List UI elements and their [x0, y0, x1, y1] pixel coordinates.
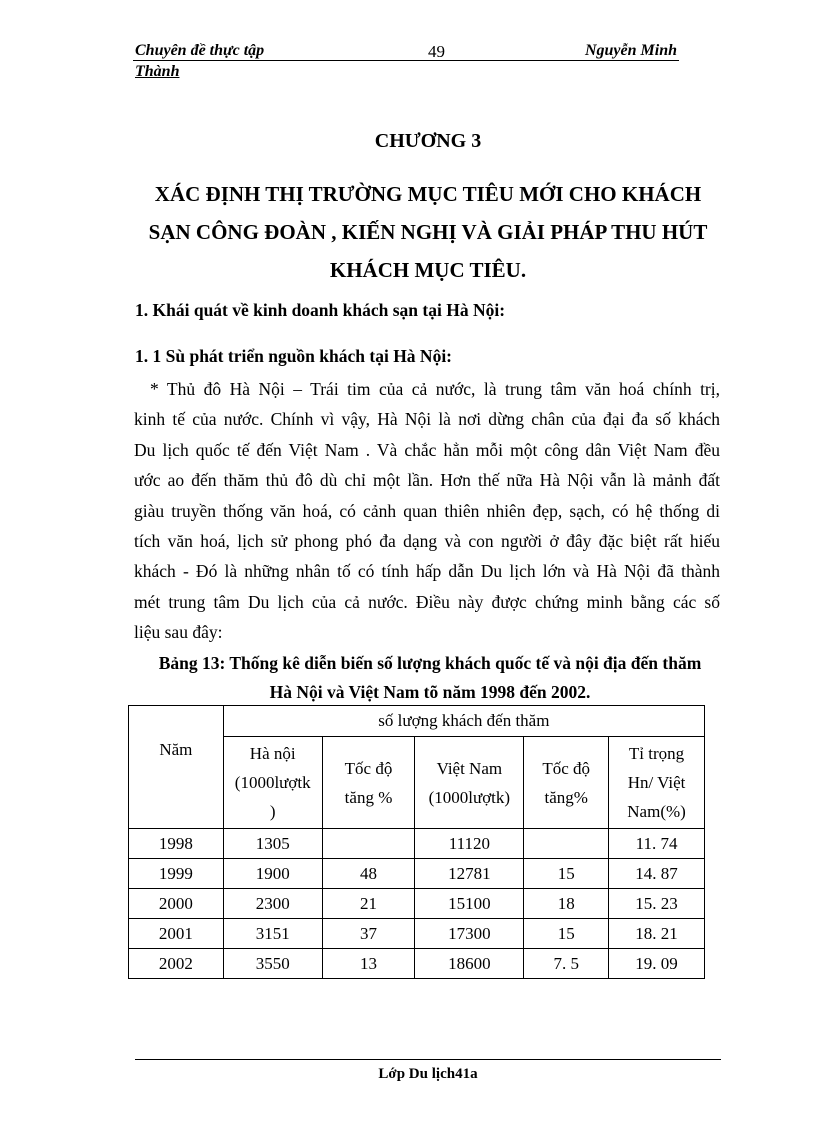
footer-divider — [135, 1059, 721, 1060]
cell-growth-vn — [524, 829, 609, 859]
header-author-continuation: Thành — [135, 63, 180, 80]
cell-year: 2001 — [129, 919, 224, 949]
page-header — [133, 40, 679, 61]
cell-growth-vn: 7. 5 — [524, 949, 609, 979]
cell-growth-hn: 13 — [322, 949, 415, 979]
cell-vietnam: 12781 — [415, 859, 524, 889]
header-author: Nguyễn Minh — [584, 42, 677, 59]
table-row — [129, 859, 705, 889]
chapter-title-line: KHÁCH MỤC TIÊU. — [329, 258, 527, 282]
section-heading: 1. Khái quát về kinh doanh khách sạn tại Hà Nội: — [135, 300, 506, 320]
paragraph-line: * Thủ đô Hà Nội – Trái tim của cả nước, là trung tâm văn hoá chính trị, — [150, 379, 720, 399]
cell-year: 2002 — [129, 949, 224, 979]
header-text: Tốc độ — [344, 758, 393, 778]
cell-ratio: 11. 74 — [609, 829, 705, 859]
ratio-header — [609, 737, 705, 829]
cell-growth-vn: 18 — [524, 889, 609, 919]
page-footer: Lớp Du lịch41a — [378, 1066, 478, 1082]
cell-ratio: 15. 23 — [609, 889, 705, 919]
chapter-heading: CHƯƠNG 3 — [374, 130, 482, 152]
cell-year: 1999 — [129, 859, 224, 889]
page-number: 49 — [428, 42, 445, 61]
cell-hanoi: 1900 — [223, 859, 322, 889]
caption-line: Hà Nội và Việt Nam tõ năm 1998 đến 2002. — [269, 682, 591, 702]
cell-growth-vn: 15 — [524, 859, 609, 889]
table-row — [129, 829, 705, 859]
table-caption — [100, 649, 760, 707]
cell-hanoi: 3550 — [223, 949, 322, 979]
cell-year: 2000 — [129, 889, 224, 919]
cell-ratio: 14. 87 — [609, 859, 705, 889]
cell-vietnam: 17300 — [415, 919, 524, 949]
cell-growth-hn: 48 — [322, 859, 415, 889]
header-text: ) — [269, 802, 276, 821]
cell-vietnam: 18600 — [415, 949, 524, 979]
cell-growth-hn: 21 — [322, 889, 415, 919]
header-text: Việt Nam — [436, 758, 503, 778]
vietnam-header — [415, 737, 524, 829]
hanoi-header — [223, 737, 322, 829]
table-row — [129, 889, 705, 919]
paragraph-line: tích văn hoá, lịch sử phong phó đa dạng và con người ở đây đặc biệt rất hiếu — [134, 531, 720, 552]
header-text: Tốc độ — [542, 758, 591, 778]
header-text: tăng% — [544, 787, 588, 807]
header-text: Hà nội — [249, 744, 296, 763]
chapter-title-line: SẠN CÔNG ĐOÀN , KIẾN NGHỊ VÀ GIẢI PHÁP THU HÚT — [148, 220, 708, 244]
paragraph-line: mét trung tâm Du lịch của cả nước. Điều này được chứng minh bằng các số — [134, 591, 720, 612]
header-text: Nam(%) — [627, 802, 686, 821]
cell-ratio: 18. 21 — [609, 919, 705, 949]
paragraph-line: Du lịch quốc tế đến Việt Nam . Và chắc hẳn mỗi một công dân Việt Nam đều — [134, 439, 720, 460]
cell-ratio: 19. 09 — [609, 949, 705, 979]
table-row — [129, 949, 705, 979]
header-text: tăng % — [344, 787, 393, 807]
growth-hn-header — [322, 737, 415, 829]
caption-line: Bảng 13: Thống kê diễn biến số lượng khách quốc tế và nội địa đến thăm — [158, 653, 702, 673]
header-text: (1000lượtk) — [428, 787, 511, 807]
table-row — [129, 919, 705, 949]
cell-hanoi: 2300 — [223, 889, 322, 919]
subsection-heading: 1. 1 Sù phát triển nguồn khách tại Hà Nội: — [135, 346, 453, 366]
table-header-row — [129, 706, 705, 737]
paragraph-line: kinh tế của nước. Chính vì vậy, Hà Nội là nơi dừng chân của đại đa số khách — [134, 409, 720, 430]
header-text: Tỉ trọng — [628, 744, 685, 763]
body-paragraph — [134, 374, 720, 648]
cell-growth-hn: 37 — [322, 919, 415, 949]
cell-growth-vn: 15 — [524, 919, 609, 949]
group-header: số lượng khách đến thăm — [223, 706, 704, 737]
paragraph-line: liệu sau đây: — [134, 622, 223, 643]
cell-vietnam: 15100 — [415, 889, 524, 919]
cell-year: 1998 — [129, 829, 224, 859]
cell-growth-hn — [322, 829, 415, 859]
cell-hanoi: 3151 — [223, 919, 322, 949]
paragraph-line: khách - Đó là những nhân tố có tính hấp dẫn Du lịch lớn và Hà Nội đã thành — [134, 561, 720, 582]
paragraph-line: ước ao đến thăm thủ đô dù chỉ một lần. Hơn thế nữa Hà Nội vẫn là mảnh đất — [134, 470, 720, 491]
header-document-type: Chuyên đề thực tập — [135, 42, 265, 59]
cell-vietnam: 11120 — [415, 829, 524, 859]
chapter-title-line: XÁC ĐỊNH THỊ TRƯỜNG MỤC TIÊU MỚI CHO KHÁCH — [154, 182, 702, 206]
paragraph-line: giàu truyền thống văn hoá, có cảnh quan thiên nhiên đẹp, sạch, có hệ thống di — [134, 500, 720, 521]
header-text: (1000lượtk — [234, 773, 311, 792]
cell-hanoi: 1305 — [223, 829, 322, 859]
year-header: Năm — [129, 706, 224, 829]
header-text: Hn/ Việt — [627, 773, 686, 792]
visitor-statistics-table — [128, 705, 705, 979]
growth-vn-header — [524, 737, 609, 829]
chapter-title — [100, 175, 756, 289]
